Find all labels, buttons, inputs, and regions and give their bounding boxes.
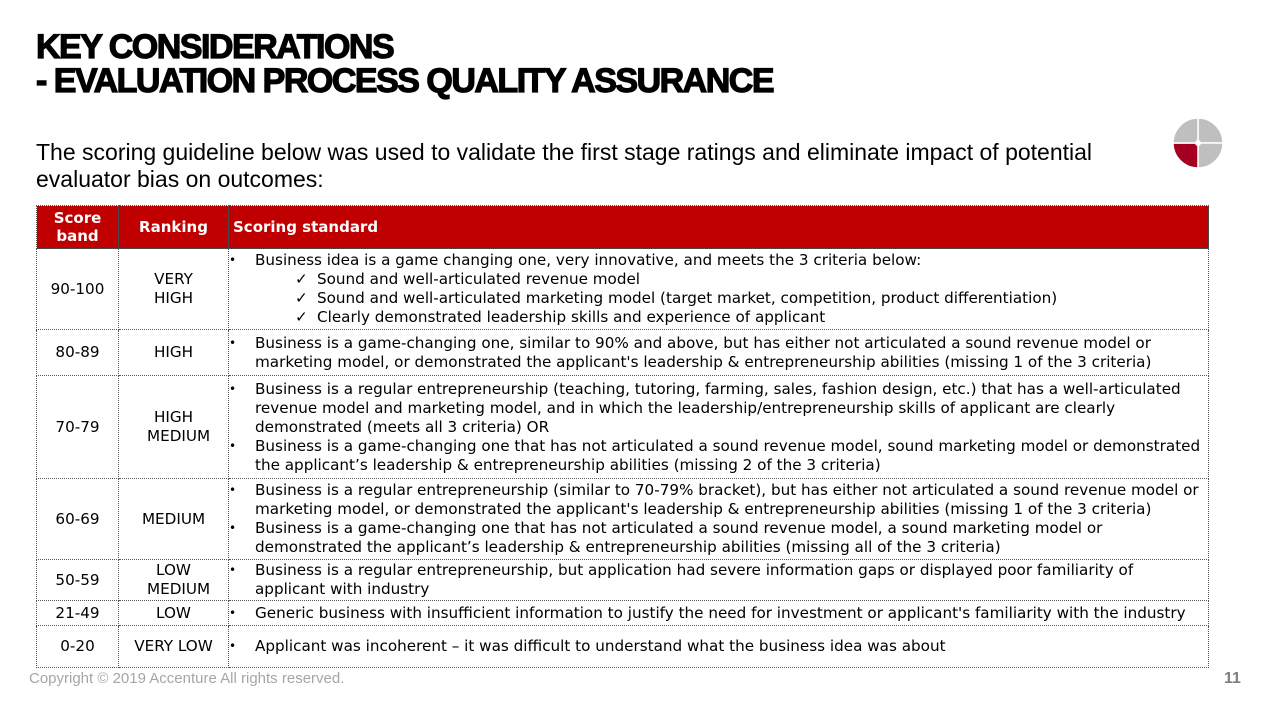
slide-title-line-2: - EVALUATION PROCESS QUALITY ASSURANCE	[36, 62, 774, 100]
score-band-cell: 0-20	[37, 626, 119, 668]
ranking-cell: VERY LOW	[119, 626, 229, 668]
check-item: ✓ Sound and well-articulated revenue model	[295, 270, 641, 288]
bullet-item: • Generic business with insufficient information to justify the need for investment or applicant's familiarity with the industry	[229, 603, 1186, 622]
bullet-item: • Business is a regular entrepreneurship (teaching, tutoring, farming, sales, fashion design, etc.) that has a well-articulated revenue model and marketing model, and in which the leadership/entrepreneurship skills of applicant are clearly demonstrated (meets all 3 criteria) OR	[229, 379, 1181, 436]
table-row	[37, 376, 1209, 479]
scoring-standard-cell	[229, 479, 1209, 560]
scoring-standard-cell	[229, 376, 1209, 479]
ranking-cell: LOW MEDIUM	[119, 560, 229, 601]
score-band-cell: 21-49	[37, 601, 119, 626]
ranking-cell: HIGH	[119, 330, 229, 376]
ranking-cell: VERY HIGH	[119, 249, 229, 330]
table-header-row	[37, 206, 1209, 249]
scoring-standard-cell	[229, 249, 1209, 330]
bullet-item: • Business is a game-changing one, similar to 90% and above, but has either not articulated a sound revenue model or marketing model, or demonstrated the applicant's leadership & entrepreneurship abilities (missing 1 of the 3 criteria)	[229, 333, 1152, 371]
scoring-standard-cell	[229, 560, 1209, 601]
bullet-item: • Business is a regular entrepreneurship, but application had severe information gaps or displayed poor familiarity of applicant with industry	[229, 561, 1134, 598]
table-row	[37, 330, 1209, 376]
bullet-item: • Business is a game-changing one that has not articulated a sound revenue model, a sound marketing model or demonstrated the applicant’s leadership & entrepreneurship abilities (missing all of the 3 criteria)	[229, 519, 1103, 556]
ranking-cell: MEDIUM	[119, 479, 229, 560]
table-row	[37, 601, 1209, 626]
pie-chart-icon	[1172, 117, 1224, 169]
header-ranking: Ranking	[119, 206, 229, 249]
page-number: 11	[1224, 670, 1241, 687]
header-scoring-standard: Scoring standard	[229, 206, 1209, 249]
bullet-item: • Business is a game-changing one that has not articulated a sound revenue model, sound marketing model or demonstrated the applicant’s leadership & entrepreneurship abilities (missing 2 of the 3 criteria)	[229, 436, 1201, 474]
slide-title-line-1: KEY CONSIDERATIONS	[36, 28, 394, 66]
table-row	[37, 560, 1209, 601]
check-icon: ✓	[295, 270, 308, 288]
check-icon: ✓	[295, 308, 308, 326]
slide-title	[36, 30, 773, 98]
check-item: ✓ Clearly demonstrated leadership skills and experience of applicant	[295, 308, 826, 326]
table-row	[37, 479, 1209, 560]
scoring-table	[36, 205, 1209, 668]
bullet-item: • Business idea is a game changing one, very innovative, and meets the 3 criteria below:	[229, 251, 922, 269]
check-icon: ✓	[295, 289, 308, 307]
score-band-cell: 90-100	[37, 249, 119, 330]
scoring-standard-cell	[229, 601, 1209, 626]
check-item: ✓ Sound and well-articulated marketing model (target market, competition, product differentiation)	[295, 289, 1058, 307]
score-band-cell: 80-89	[37, 330, 119, 376]
bullet-item: • Applicant was incoherent – it was difficult to understand what the business idea was about	[229, 637, 946, 655]
bullet-item: • Business is a regular entrepreneurship (similar to 70-79% bracket), but has either not articulated a sound revenue model or marketing model, or demonstrated the applicant's leadership & entrepreneurship abilities (missing 1 of the 3 criteria)	[229, 481, 1199, 518]
scoring-standard-cell	[229, 330, 1209, 376]
score-band-cell: 60-69	[37, 479, 119, 560]
header-score-band: Score band	[37, 206, 119, 249]
intro-text: The scoring guideline below was used to validate the first stage ratings and eliminate impact of potential evaluator bias on outcomes:	[36, 139, 1093, 192]
score-band-cell: 50-59	[37, 560, 119, 601]
table-row	[37, 249, 1209, 330]
table-row	[37, 626, 1209, 668]
score-band-cell: 70-79	[37, 376, 119, 479]
scoring-standard-cell	[229, 626, 1209, 668]
ranking-cell: HIGH MEDIUM	[119, 376, 229, 479]
ranking-cell: LOW	[119, 601, 229, 626]
copyright-footer: Copyright © 2019 Accenture All rights reserved.	[29, 670, 345, 687]
